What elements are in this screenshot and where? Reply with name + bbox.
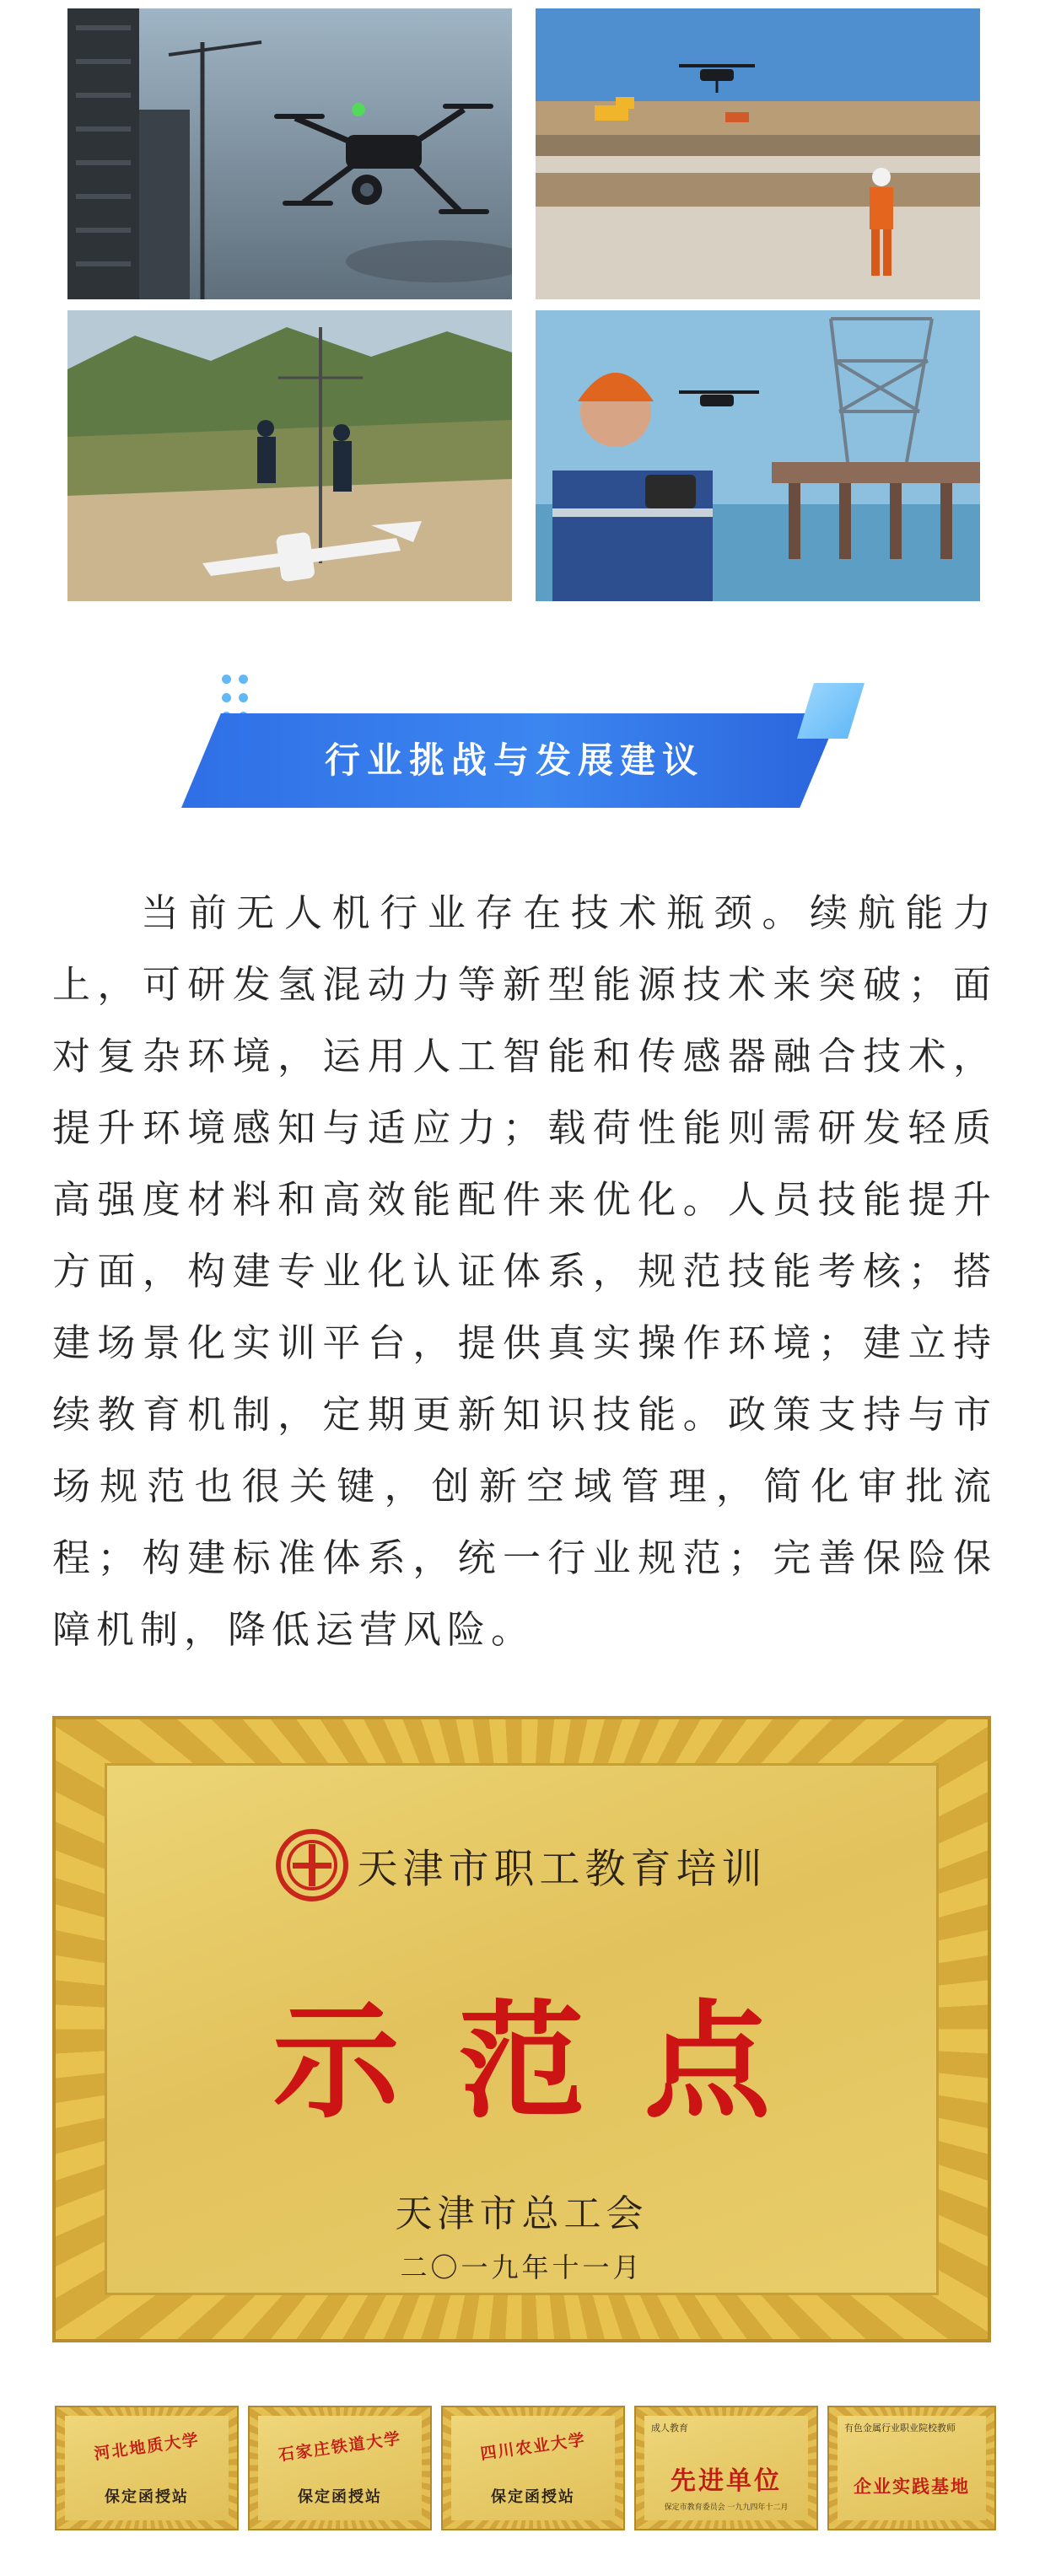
small-plaque-subtitle: 保定函授站 [298, 2488, 382, 2506]
photo-drone-pilot-quarry [536, 8, 980, 299]
small-plaque-advanced-unit [634, 2406, 818, 2530]
small-plaque-top: 有色金属行业职业院校教师 [844, 2423, 956, 2433]
plaque-organization-text: 天津市职工教育培训 [357, 1845, 768, 1893]
body-paragraph: 当前无人机行业存在技术瓶颈。续航能力上，可研发氢混动力等新型能源技术来突破；面对复杂环境，运用人工智能和传感器融合技术，提升环境感知与适应力；载荷性能则需研发轻质高强度材料和高效能配件来优化。人员技能提升方面，构建专业化认证体系，规范技能考核；搭建场景化实训平台，提供真实操作环境；建立持续教育机制，定期更新知识技能。政策支持与市场规范也很关键，创新空域管理，简化审批流程；构建标准体系，统一行业规范；完善保险保障机制，降低运营风险。 [52, 890, 997, 1652]
small-plaque-shijiazhuang-railway [248, 2406, 432, 2530]
award-plaque-inner [105, 1763, 939, 2295]
plaque-title: 示范点 [272, 1987, 830, 2136]
small-plaque-title: 先进单位 [671, 2466, 782, 2496]
small-plaque-subtitle: 保定函授站 [105, 2488, 189, 2506]
small-plaque-name: 四川农业大学 [479, 2430, 588, 2464]
photo-fixed-wing-drone-field [67, 310, 512, 601]
small-plaque-name: 河北地质大学 [93, 2430, 202, 2464]
small-plaque-sichuan-agri [441, 2406, 625, 2530]
small-plaque-name: 石家庄铁道大学 [277, 2428, 403, 2466]
section-header [173, 675, 873, 818]
award-plaque [52, 1716, 991, 2342]
small-plaque-title: 企业实践基地 [854, 2477, 970, 2497]
section-header-accent [797, 683, 865, 739]
photo-drone-over-construction [67, 8, 512, 299]
small-plaque-footer: 保定市教育委员会 一九九四年十二月 [664, 2503, 789, 2512]
photo-pilot-by-pylon [536, 310, 980, 601]
small-plaque-hebei-geo [55, 2406, 239, 2530]
section-title: 行业挑战与发展建议 [324, 739, 704, 781]
plaque-organization [107, 1829, 936, 1901]
trade-union-emblem-icon [276, 1829, 348, 1901]
small-plaque-practice-base [827, 2406, 996, 2530]
plaque-date: 二〇一九年十一月 [400, 2251, 644, 2283]
small-plaque-top: 成人教育 [651, 2423, 688, 2433]
plaque-issuer: 天津市总工会 [395, 2192, 649, 2235]
small-plaque-subtitle: 保定函授站 [491, 2488, 575, 2506]
